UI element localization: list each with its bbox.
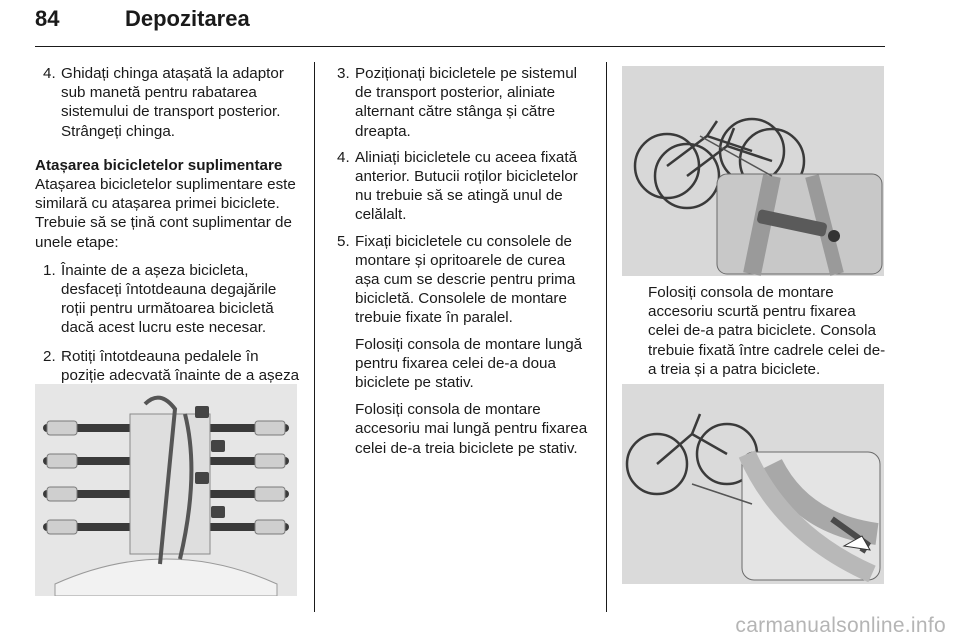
substep-number: 2. (43, 347, 56, 365)
carrier-top-view-drawing (35, 384, 297, 596)
substep-1 (35, 261, 300, 338)
step-number: 3. (337, 65, 350, 82)
header-rule (35, 46, 885, 47)
column-divider-1 (314, 62, 315, 612)
page-number: 84 (35, 6, 60, 31)
caption-short-bracket: Folosiți consola de montare accesoriu scurtă pentru fixarea celei de-a patra biciclete. Consola trebuie fixată între cadrele celei de-a treia și a patra biciclete. (648, 284, 886, 378)
bikes-on-carrier-illustration (622, 66, 884, 276)
note-long-bracket: Folosiți consola de montare lungă pentru fixarea celei de-a doua biciclete pe stativ. (355, 335, 583, 392)
substep-text: Înainte de a așeza bicicleta, desfaceți întotdeauna degajările roții pentru următoarea bicicletă dacă acest lucru este necesar. (61, 261, 277, 337)
page-header (35, 6, 885, 46)
column-right-caption (648, 283, 888, 379)
step-number: 5. (337, 232, 350, 250)
step-3 (331, 64, 593, 141)
column-left (35, 64, 300, 413)
carrier-top-view-illustration (35, 384, 297, 596)
step-number: 4. (337, 148, 350, 166)
short-bracket-illustration (622, 384, 884, 584)
column-middle (331, 64, 593, 466)
step-4 (331, 148, 593, 225)
step-text: Ghidați chinga atașată la adaptor sub manetă pentru rabatarea sistemului de transport posterior. Strângeți chinga. (61, 65, 284, 140)
step-text: Fixați bicicletele cu consolele de montare și opritoarele de curea așa cum se descrie pentru prima bicicletă. Consolele de montare trebuie fixate în paralel. (355, 232, 576, 327)
bikes-on-carrier-drawing (622, 66, 884, 276)
short-bracket-drawing (622, 384, 884, 584)
section-heading: Atașarea bicicletelor suplimentare (35, 156, 283, 174)
watermark: carmanualsonline.info (735, 614, 946, 637)
step-text: Poziționați bicicletele pe sistemul de transport posterior, aliniate alternant către stânga și către dreapta. (355, 65, 578, 140)
section-intro: Atașarea bicicletelor suplimentare este similară cu atașarea primei biciclete. Trebuie să se țină cont suplimentar de unele etape: (35, 176, 296, 251)
substep-text: Rotiți întotdeauna pedalele în poziție adecvată înainte de a așeza (61, 347, 300, 384)
step-5 (331, 232, 593, 328)
substep-number: 1. (43, 261, 56, 279)
step-text: Aliniați bicicletele cu aceea fixată anterior. Butucii roților bicicletelor nu trebuie să se atingă unul de celălalt. (355, 148, 578, 224)
note-longer-bracket: Folosiți consola de montare accesoriu mai lungă pentru fixarea celei de-a treia biciclete pe stativ. (355, 401, 588, 457)
step-number: 4. (43, 65, 56, 82)
step-4 (35, 64, 300, 141)
chapter-title: Depozitarea (125, 6, 250, 31)
column-divider-2 (606, 62, 607, 612)
